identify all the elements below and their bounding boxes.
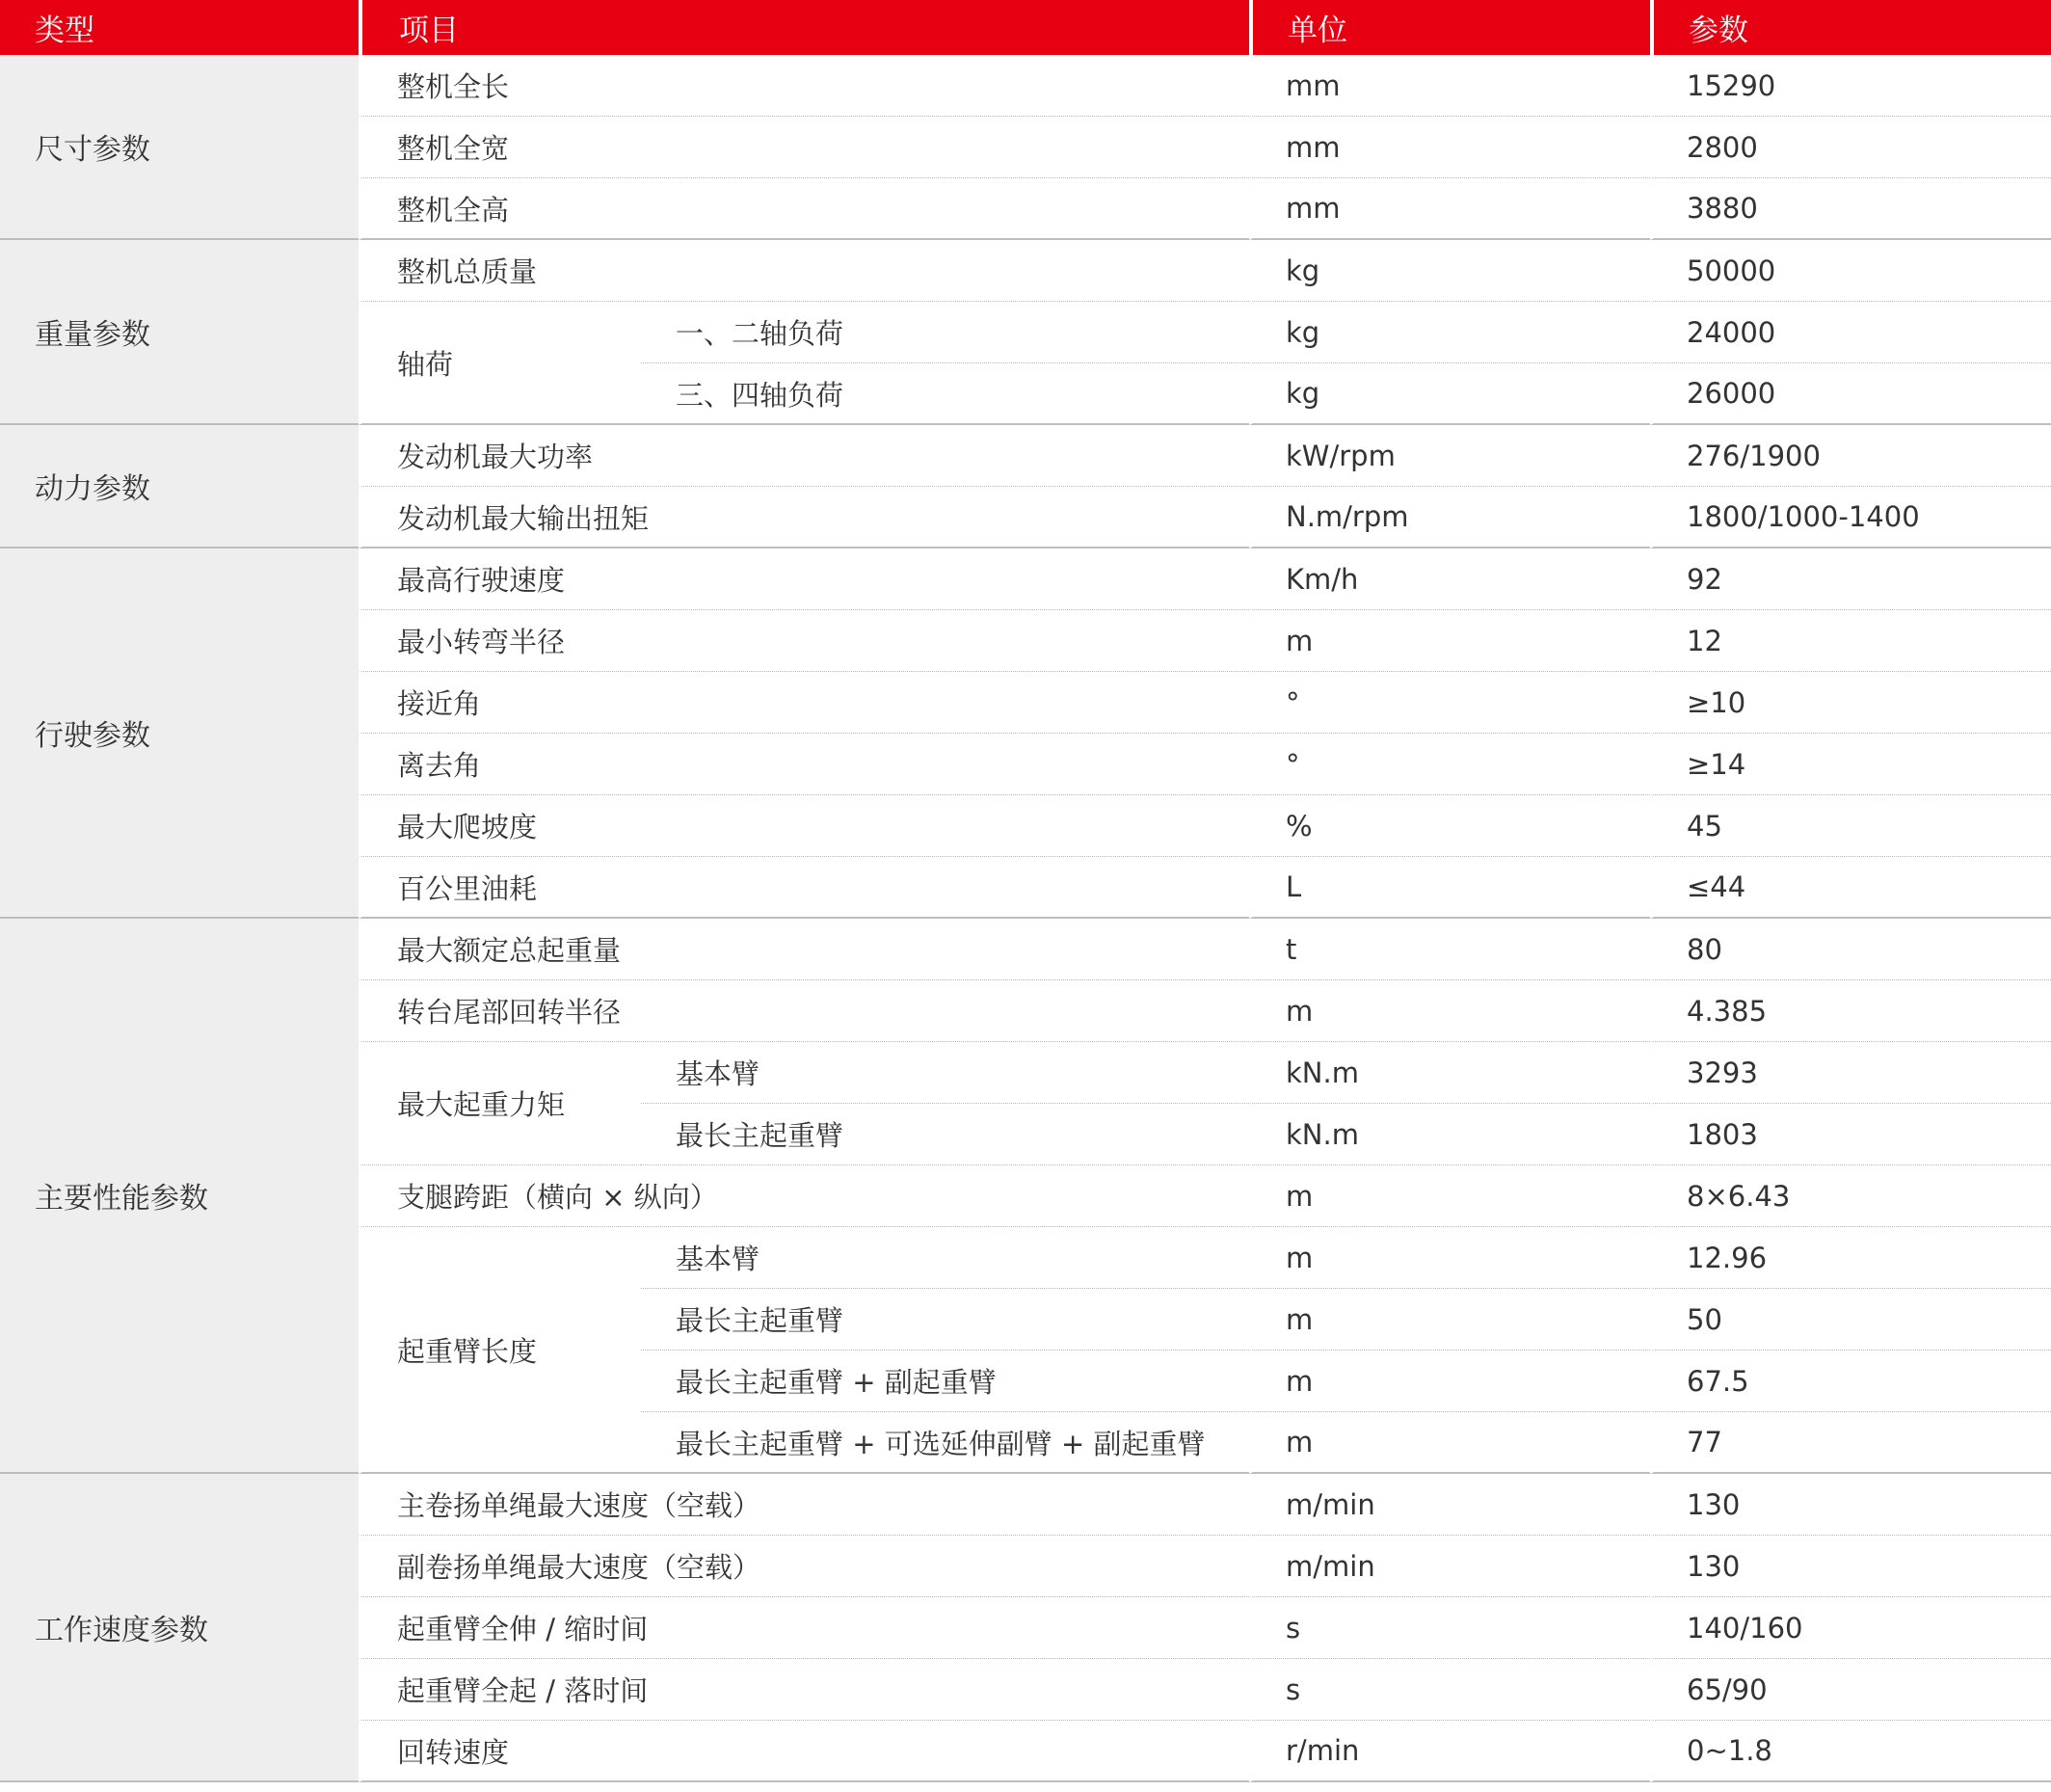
unit-cell: mm	[1249, 117, 1650, 178]
value-cell: 8×6.43	[1650, 1165, 2051, 1227]
sub-item-cell: 最长主起重臂	[641, 1289, 1249, 1351]
value-cell: 0~1.8	[1650, 1721, 2051, 1782]
unit-cell: r/min	[1249, 1721, 1650, 1782]
value-cell: 4.385	[1650, 980, 2051, 1042]
type-cell: 重量参数	[0, 240, 359, 425]
value-cell: ≤44	[1650, 857, 2051, 919]
unit-cell: L	[1249, 857, 1650, 919]
item-cell: 起重臂全伸 / 缩时间	[359, 1597, 1249, 1659]
unit-cell: kg	[1249, 240, 1650, 302]
item-cell: 主卷扬单绳最大速度（空载）	[359, 1474, 1249, 1536]
value-cell: 92	[1650, 548, 2051, 610]
value-cell: ≥10	[1650, 672, 2051, 734]
item-cell: 百公里油耗	[359, 857, 1249, 919]
value-cell: 12	[1650, 610, 2051, 672]
value-cell: 67.5	[1650, 1351, 2051, 1412]
unit-cell: N.m/rpm	[1249, 487, 1650, 548]
item-cell: 离去角	[359, 734, 1249, 795]
unit-cell: m/min	[1249, 1474, 1650, 1536]
unit-cell: m	[1249, 1227, 1650, 1289]
unit-cell: kN.m	[1249, 1104, 1650, 1165]
unit-cell: kN.m	[1249, 1042, 1650, 1104]
item-cell: 支腿跨距（横向 × 纵向）	[359, 1165, 1249, 1227]
type-cell: 主要性能参数	[0, 919, 359, 1474]
value-cell: 3293	[1650, 1042, 2051, 1104]
table-row	[0, 919, 2051, 980]
value-cell: 77	[1650, 1412, 2051, 1474]
table-row	[0, 425, 2051, 487]
value-cell: 24000	[1650, 302, 2051, 363]
unit-cell: m	[1249, 1289, 1650, 1351]
item-cell: 最大爬坡度	[359, 795, 1249, 857]
header-item: 项目	[359, 0, 1249, 55]
value-cell: 140/160	[1650, 1597, 2051, 1659]
value-cell: 1803	[1650, 1104, 2051, 1165]
unit-cell: %	[1249, 795, 1650, 857]
item-cell: 发动机最大输出扭矩	[359, 487, 1249, 548]
item-cell: 最高行驶速度	[359, 548, 1249, 610]
unit-cell: m	[1249, 1351, 1650, 1412]
unit-cell: m	[1249, 1165, 1650, 1227]
unit-cell: m	[1249, 1412, 1650, 1474]
value-cell: 1800/1000-1400	[1650, 487, 2051, 548]
type-cell: 工作速度参数	[0, 1474, 359, 1782]
sub-item-cell: 最长主起重臂	[641, 1104, 1249, 1165]
unit-cell: m/min	[1249, 1536, 1650, 1597]
item-cell: 起重臂长度	[359, 1227, 641, 1474]
value-cell: 3880	[1650, 178, 2051, 240]
item-cell: 起重臂全起 / 落时间	[359, 1659, 1249, 1721]
value-cell: 26000	[1650, 363, 2051, 425]
item-cell: 接近角	[359, 672, 1249, 734]
value-cell: 65/90	[1650, 1659, 2051, 1721]
item-cell: 回转速度	[359, 1721, 1249, 1782]
unit-cell: kg	[1249, 363, 1650, 425]
unit-cell: kW/rpm	[1249, 425, 1650, 487]
item-cell: 副卷扬单绳最大速度（空载）	[359, 1536, 1249, 1597]
item-cell: 整机全高	[359, 178, 1249, 240]
sub-item-cell: 最长主起重臂 + 可选延伸副臂 + 副起重臂	[641, 1412, 1249, 1474]
unit-cell: t	[1249, 919, 1650, 980]
type-cell: 动力参数	[0, 425, 359, 548]
unit-cell: Km/h	[1249, 548, 1650, 610]
type-cell: 尺寸参数	[0, 55, 359, 240]
unit-cell: m	[1249, 610, 1650, 672]
value-cell: 2800	[1650, 117, 2051, 178]
item-cell: 发动机最大功率	[359, 425, 1249, 487]
table-header	[0, 0, 2051, 55]
unit-cell: °	[1249, 734, 1650, 795]
table-row	[0, 55, 2051, 117]
sub-item-cell: 一、二轴负荷	[641, 302, 1249, 363]
header-unit: 单位	[1249, 0, 1650, 55]
item-cell: 最大额定总起重量	[359, 919, 1249, 980]
value-cell: 276/1900	[1650, 425, 2051, 487]
header-value: 参数	[1650, 0, 2051, 55]
sub-item-cell: 三、四轴负荷	[641, 363, 1249, 425]
unit-cell: °	[1249, 672, 1650, 734]
item-cell: 整机全长	[359, 55, 1249, 117]
unit-cell: mm	[1249, 178, 1650, 240]
header-type: 类型	[0, 0, 359, 55]
value-cell: ≥14	[1650, 734, 2051, 795]
value-cell: 130	[1650, 1536, 2051, 1597]
unit-cell: kg	[1249, 302, 1650, 363]
item-cell: 整机总质量	[359, 240, 1249, 302]
item-cell: 轴荷	[359, 302, 641, 425]
table-row	[0, 1474, 2051, 1536]
item-cell: 最大起重力矩	[359, 1042, 641, 1165]
value-cell: 50000	[1650, 240, 2051, 302]
table-row	[0, 240, 2051, 302]
value-cell: 80	[1650, 919, 2051, 980]
item-cell: 整机全宽	[359, 117, 1249, 178]
sub-item-cell: 基本臂	[641, 1042, 1249, 1104]
unit-cell: mm	[1249, 55, 1650, 117]
value-cell: 15290	[1650, 55, 2051, 117]
value-cell: 45	[1650, 795, 2051, 857]
value-cell: 12.96	[1650, 1227, 2051, 1289]
unit-cell: m	[1249, 980, 1650, 1042]
value-cell: 50	[1650, 1289, 2051, 1351]
unit-cell: s	[1249, 1597, 1650, 1659]
value-cell: 130	[1650, 1474, 2051, 1536]
item-cell: 转台尾部回转半径	[359, 980, 1249, 1042]
item-cell: 最小转弯半径	[359, 610, 1249, 672]
unit-cell: s	[1249, 1659, 1650, 1721]
sub-item-cell: 最长主起重臂 + 副起重臂	[641, 1351, 1249, 1412]
type-cell: 行驶参数	[0, 548, 359, 919]
table-row	[0, 548, 2051, 610]
sub-item-cell: 基本臂	[641, 1227, 1249, 1289]
